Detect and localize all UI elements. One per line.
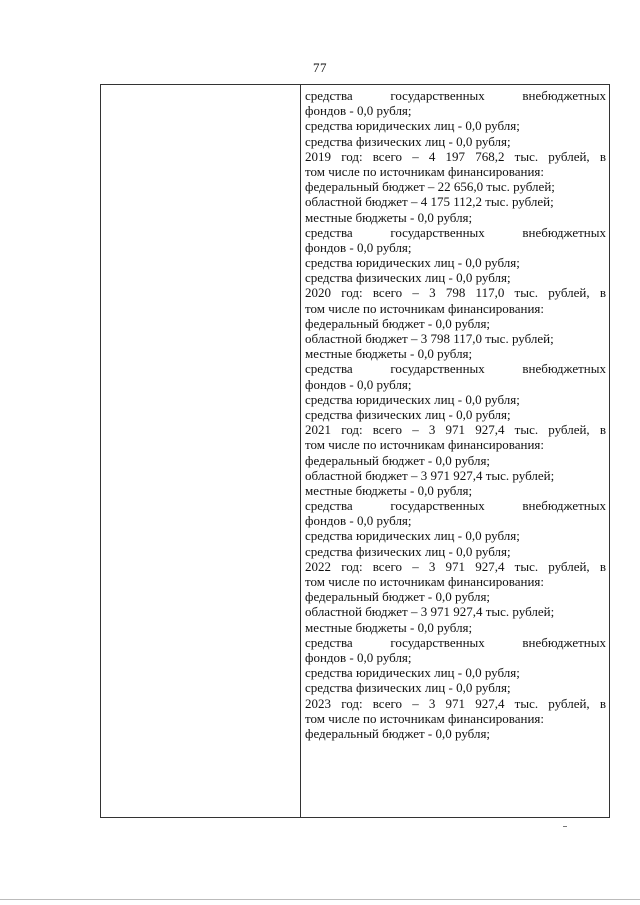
text-line: средства физических лиц - 0,0 рубля; bbox=[305, 270, 511, 286]
text-line: средства государственных внебюджетных bbox=[305, 498, 606, 514]
text-line: местные бюджеты - 0,0 рубля; bbox=[305, 209, 473, 225]
text-line: местные бюджеты - 0,0 рубля; bbox=[305, 619, 473, 635]
text-line: 2023 год: всего – 3 971 927,4 тыс. рублей, в bbox=[305, 695, 606, 711]
table-cell-right bbox=[301, 85, 610, 818]
text-line: том числе по источникам финансирования: bbox=[305, 300, 545, 316]
text-line: том числе по источникам финансирования: bbox=[305, 710, 545, 726]
text-line: федеральный бюджет - 0,0 рубля; bbox=[305, 315, 491, 331]
scan-mark bbox=[563, 826, 567, 827]
text-line: 2020 год: всего – 3 798 117,0 тыс. рублей, в bbox=[305, 285, 606, 301]
text-line: 2021 год: всего – 3 971 927,4 тыс. рублей, в bbox=[305, 422, 606, 438]
text-line: федеральный бюджет – 22 656,0 тыс. рублей; bbox=[305, 179, 555, 195]
text-line: средства государственных внебюджетных bbox=[305, 224, 606, 240]
text-line: средства физических лиц - 0,0 рубля; bbox=[305, 133, 511, 149]
text-line: 2019 год: всего – 4 197 768,2 тыс. рублей, в bbox=[305, 148, 606, 164]
text-line: том числе по источникам финансирования: bbox=[305, 574, 545, 589]
text-line: том числе по источникам финансирования: bbox=[305, 437, 545, 453]
table-row bbox=[101, 85, 610, 818]
text-line: местные бюджеты - 0,0 рубля; bbox=[305, 346, 473, 362]
text-line: фондов - 0,0 рубля; bbox=[305, 103, 412, 119]
text-line: 2022 год: всего – 3 971 927,4 тыс. рублей, в bbox=[305, 558, 606, 574]
table-cell-left bbox=[101, 85, 301, 818]
text-line: федеральный бюджет - 0,0 рубля; bbox=[305, 589, 491, 605]
text-line: областной бюджет – 4 175 112,2 тыс. рублей; bbox=[305, 194, 554, 210]
text-line: фондов - 0,0 рубля; bbox=[305, 376, 412, 392]
text-line: средства юридических лиц - 0,0 рубля; bbox=[305, 528, 520, 544]
text-line: средства государственных внебюджетных bbox=[305, 88, 606, 103]
page-number: 77 bbox=[313, 60, 327, 75]
funding-text-block bbox=[305, 88, 606, 741]
text-line: том числе по источникам финансирования: bbox=[305, 163, 545, 179]
page-bottom-edge bbox=[0, 899, 640, 900]
text-line: областной бюджет – 3 971 927,4 тыс. рублей; bbox=[305, 604, 555, 620]
text-line: средства юридических лиц - 0,0 рубля; bbox=[305, 255, 520, 271]
text-line: федеральный бюджет - 0,0 рубля; bbox=[305, 452, 491, 468]
text-line: областной бюджет – 3 798 117,0 тыс. рублей; bbox=[305, 331, 554, 346]
text-line: фондов - 0,0 рубля; bbox=[305, 513, 412, 529]
funding-table bbox=[100, 84, 610, 818]
text-line: фондов - 0,0 рубля; bbox=[305, 239, 412, 255]
text-line: средства юридических лиц - 0,0 рубля; bbox=[305, 118, 520, 134]
text-line: средства физических лиц - 0,0 рубля; bbox=[305, 543, 511, 559]
text-line: фондов - 0,0 рубля; bbox=[305, 649, 412, 665]
text-line: средства юридических лиц - 0,0 рубля; bbox=[305, 391, 520, 407]
text-line: средства государственных внебюджетных bbox=[305, 634, 606, 650]
text-line: местные бюджеты - 0,0 рубля; bbox=[305, 482, 473, 498]
text-line: средства физических лиц - 0,0 рубля; bbox=[305, 680, 511, 696]
text-line: областной бюджет – 3 971 927,4 тыс. рублей; bbox=[305, 467, 555, 483]
text-line: федеральный бюджет - 0,0 рубля; bbox=[305, 725, 491, 741]
text-line: средства физических лиц - 0,0 рубля; bbox=[305, 406, 511, 422]
text-line: средства государственных внебюджетных bbox=[305, 361, 606, 377]
text-line: средства юридических лиц - 0,0 рубля; bbox=[305, 665, 520, 681]
